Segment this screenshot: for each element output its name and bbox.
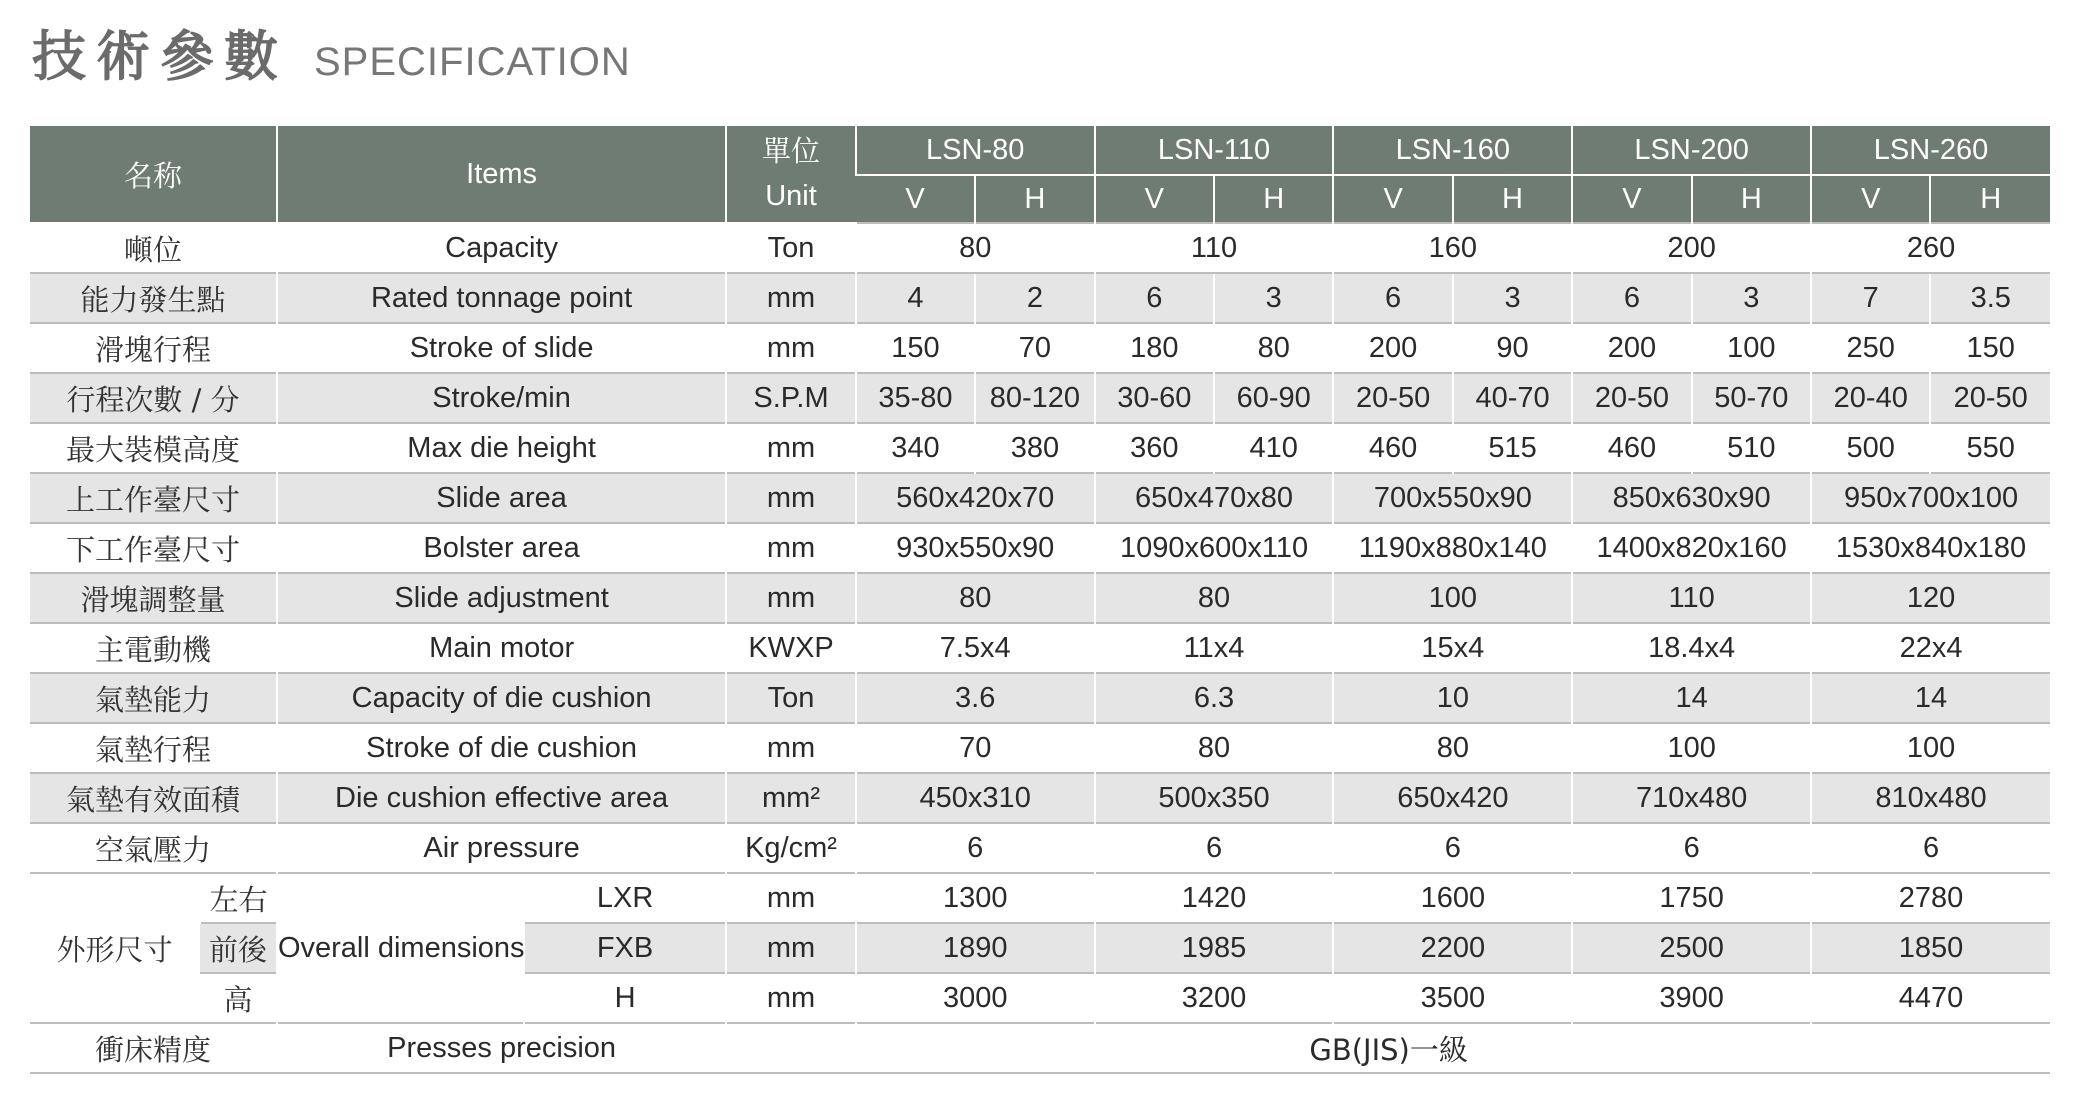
cell-value: 15x4	[1333, 623, 1572, 673]
table-header	[30, 126, 2050, 223]
row-unit: mm	[726, 423, 856, 473]
header-h: H	[1453, 175, 1572, 223]
cell-value: 460	[1572, 423, 1691, 473]
cell-value: 150	[1930, 323, 2050, 373]
row-die-cushion-area	[30, 773, 2050, 823]
cell-value: 700x550x90	[1333, 473, 1572, 523]
cell-value: 930x550x90	[856, 523, 1095, 573]
row-bolster-area	[30, 523, 2050, 573]
cell-value: 250	[1811, 323, 1930, 373]
row-unit: mm	[726, 723, 856, 773]
header-h: H	[1692, 175, 1811, 223]
cell-value: 80	[856, 573, 1095, 623]
cell-value: 650x470x80	[1095, 473, 1334, 523]
row-unit: Kg/cm²	[726, 823, 856, 873]
row-label-zh: 噸位	[30, 223, 277, 273]
row-stroke-of-slide	[30, 323, 2050, 373]
cell-value: 110	[1095, 223, 1334, 273]
row-label-zh: 上工作臺尺寸	[30, 473, 277, 523]
dimension-code: H	[524, 973, 726, 1023]
row-label-en: Max die height	[277, 423, 726, 473]
header-model: LSN-200	[1572, 126, 1811, 175]
cell-value: 30-60	[1095, 373, 1214, 423]
cell-value: 260	[1811, 223, 2050, 273]
cell-value: 80-120	[975, 373, 1094, 423]
row-rated-tonnage	[30, 273, 2050, 323]
cell-value: 70	[856, 723, 1095, 773]
specification-table	[30, 126, 2050, 1074]
cell-value: 2	[975, 273, 1094, 323]
row-label-en: Stroke/min	[277, 373, 726, 423]
row-capacity	[30, 223, 2050, 273]
cell-value: 3200	[1095, 973, 1334, 1023]
row-label-zh: 空氣壓力	[30, 823, 277, 873]
cell-value: 3500	[1333, 973, 1572, 1023]
cell-value: 80	[1095, 573, 1334, 623]
cell-value: 7.5x4	[856, 623, 1095, 673]
cell-value: 1985	[1095, 923, 1334, 973]
cell-value: 710x480	[1572, 773, 1811, 823]
cell-value: 560x420x70	[856, 473, 1095, 523]
row-label-zh: 能力發生點	[30, 273, 277, 323]
cell-value: 3.5	[1930, 273, 2050, 323]
cell-value: 3.6	[856, 673, 1095, 723]
cell-value: 180	[1095, 323, 1214, 373]
cell-value: 500x350	[1095, 773, 1334, 823]
cell-value: 7	[1811, 273, 1930, 323]
cell-value: 80	[856, 223, 1095, 273]
header-items: Items	[277, 126, 726, 223]
header-unit	[726, 126, 856, 223]
row-unit: mm	[726, 273, 856, 323]
cell-value: 4	[856, 273, 975, 323]
cell-value: 6	[1333, 273, 1452, 323]
row-label-en: Bolster area	[277, 523, 726, 573]
cell-value: 80	[1214, 323, 1333, 373]
row-label-zh: 最大裝模高度	[30, 423, 277, 473]
header-model: LSN-260	[1811, 126, 2050, 175]
cell-value: 200	[1572, 323, 1691, 373]
heading-chinese: 技術參數	[32, 25, 288, 88]
cell-value: 6	[1333, 823, 1572, 873]
dimensions-label-zh: 外形尺寸	[30, 873, 200, 1023]
row-label-zh: 行程次數 / 分	[30, 373, 277, 423]
cell-value: 35-80	[856, 373, 975, 423]
cell-value: 20-50	[1572, 373, 1691, 423]
cell-value: 450x310	[856, 773, 1095, 823]
row-unit: mm	[726, 973, 856, 1023]
header-model: LSN-160	[1333, 126, 1572, 175]
cell-value: 14	[1811, 673, 2050, 723]
cell-value: 70	[975, 323, 1094, 373]
row-label-en: Stroke of slide	[277, 323, 726, 373]
row-max-die-height	[30, 423, 2050, 473]
row-label-zh: 下工作臺尺寸	[30, 523, 277, 573]
precision-value: GB(JIS)一級	[726, 1023, 2050, 1073]
cell-value: 2780	[1811, 873, 2050, 923]
cell-value: 1850	[1811, 923, 2050, 973]
row-label-zh: 主電動機	[30, 623, 277, 673]
heading-english: SPECIFICATION	[314, 40, 631, 84]
row-unit: mm	[726, 523, 856, 573]
row-label-en: Stroke of die cushion	[277, 723, 726, 773]
cell-value: 200	[1572, 223, 1811, 273]
row-press-precision	[30, 1023, 2050, 1073]
cell-value: 1750	[1572, 873, 1811, 923]
row-label-zh: 氣墊能力	[30, 673, 277, 723]
cell-value: 90	[1453, 323, 1572, 373]
header-h: H	[1214, 175, 1333, 223]
cell-value: 1420	[1095, 873, 1334, 923]
header-unit-en: Unit	[765, 180, 817, 212]
row-label-zh: 滑塊調整量	[30, 573, 277, 623]
cell-value: 40-70	[1453, 373, 1572, 423]
cell-value: 510	[1692, 423, 1811, 473]
row-unit: mm	[726, 473, 856, 523]
page-heading	[32, 14, 631, 91]
cell-value: 850x630x90	[1572, 473, 1811, 523]
dimension-sub-zh: 高	[200, 973, 277, 1023]
cell-value: 1400x820x160	[1572, 523, 1811, 573]
row-die-cushion-stroke	[30, 723, 2050, 773]
row-slide-area	[30, 473, 2050, 523]
row-unit: KWXP	[726, 623, 856, 673]
header-v: V	[1333, 175, 1452, 223]
cell-value: 1300	[856, 873, 1095, 923]
dimension-code: LXR	[524, 873, 726, 923]
cell-value: 11x4	[1095, 623, 1334, 673]
row-label-en: Presses precision	[277, 1023, 726, 1073]
row-slide-adjustment	[30, 573, 2050, 623]
cell-value: 150	[856, 323, 975, 373]
cell-value: 3	[1453, 273, 1572, 323]
dimensions-label-en: Overall dimensions	[277, 873, 524, 1023]
row-unit: Ton	[726, 673, 856, 723]
row-label-zh: 滑塊行程	[30, 323, 277, 373]
header-unit-zh: 單位	[762, 136, 821, 168]
row-label-en: Air pressure	[277, 823, 726, 873]
row-unit: mm	[726, 323, 856, 373]
header-h: H	[1930, 175, 2050, 223]
cell-value: 6	[1572, 823, 1811, 873]
row-label-en: Die cushion effective area	[277, 773, 726, 823]
cell-value: 80	[1095, 723, 1334, 773]
row-unit: mm	[726, 873, 856, 923]
header-model: LSN-110	[1095, 126, 1334, 175]
cell-value: 3	[1692, 273, 1811, 323]
cell-value: 14	[1572, 673, 1811, 723]
cell-value: 100	[1692, 323, 1811, 373]
row-unit: Ton	[726, 223, 856, 273]
cell-value: 460	[1333, 423, 1452, 473]
cell-value: 60-90	[1214, 373, 1333, 423]
cell-value: 22x4	[1811, 623, 2050, 673]
row-unit: mm²	[726, 773, 856, 823]
cell-value: 6	[1811, 823, 2050, 873]
cell-value: 360	[1095, 423, 1214, 473]
cell-value: 3	[1214, 273, 1333, 323]
cell-value: 100	[1811, 723, 2050, 773]
cell-value: 6	[1095, 273, 1214, 323]
cell-value: 950x700x100	[1811, 473, 2050, 523]
cell-value: 6	[1095, 823, 1334, 873]
header-name: 名称	[30, 126, 277, 223]
dimension-sub-zh: 前後	[200, 923, 277, 973]
cell-value: 200	[1333, 323, 1452, 373]
cell-value: 2200	[1333, 923, 1572, 973]
header-v: V	[1572, 175, 1691, 223]
header-v: V	[856, 175, 975, 223]
dimension-sub-zh: 左右	[200, 873, 277, 923]
cell-value: 18.4x4	[1572, 623, 1811, 673]
header-h: H	[975, 175, 1094, 223]
cell-value: 410	[1214, 423, 1333, 473]
cell-value: 4470	[1811, 973, 2050, 1023]
dimension-code: FXB	[524, 923, 726, 973]
cell-value: 1090x600x110	[1095, 523, 1334, 573]
row-strokes-per-min	[30, 373, 2050, 423]
row-dimension-lr	[30, 873, 2050, 923]
cell-value: 2500	[1572, 923, 1811, 973]
cell-value: 110	[1572, 573, 1811, 623]
row-main-motor	[30, 623, 2050, 673]
cell-value: 3900	[1572, 973, 1811, 1023]
cell-value: 515	[1453, 423, 1572, 473]
cell-value: 20-40	[1811, 373, 1930, 423]
cell-value: 6	[856, 823, 1095, 873]
row-label-zh: 氣墊行程	[30, 723, 277, 773]
row-label-zh: 衝床精度	[30, 1023, 277, 1073]
cell-value: 1600	[1333, 873, 1572, 923]
cell-value: 20-50	[1333, 373, 1452, 423]
row-label-en: Capacity of die cushion	[277, 673, 726, 723]
cell-value: 160	[1333, 223, 1572, 273]
cell-value: 6	[1572, 273, 1691, 323]
cell-value: 380	[975, 423, 1094, 473]
row-label-en: Slide adjustment	[277, 573, 726, 623]
cell-value: 500	[1811, 423, 1930, 473]
cell-value: 100	[1333, 573, 1572, 623]
cell-value: 1530x840x180	[1811, 523, 2050, 573]
cell-value: 810x480	[1811, 773, 2050, 823]
cell-value: 1890	[856, 923, 1095, 973]
cell-value: 1190x880x140	[1333, 523, 1572, 573]
row-unit: mm	[726, 573, 856, 623]
cell-value: 120	[1811, 573, 2050, 623]
row-unit: S.P.M	[726, 373, 856, 423]
row-label-en: Capacity	[277, 223, 726, 273]
header-v: V	[1811, 175, 1930, 223]
cell-value: 100	[1572, 723, 1811, 773]
cell-value: 80	[1333, 723, 1572, 773]
row-die-cushion-capacity	[30, 673, 2050, 723]
row-label-en: Slide area	[277, 473, 726, 523]
cell-value: 20-50	[1930, 373, 2050, 423]
row-label-en: Main motor	[277, 623, 726, 673]
row-unit: mm	[726, 923, 856, 973]
header-model: LSN-80	[856, 126, 1095, 175]
cell-value: 10	[1333, 673, 1572, 723]
cell-value: 340	[856, 423, 975, 473]
cell-value: 650x420	[1333, 773, 1572, 823]
row-label-en: Rated tonnage point	[277, 273, 726, 323]
cell-value: 50-70	[1692, 373, 1811, 423]
cell-value: 3000	[856, 973, 1095, 1023]
row-label-zh: 氣墊有效面積	[30, 773, 277, 823]
row-air-pressure	[30, 823, 2050, 873]
header-v: V	[1095, 175, 1214, 223]
cell-value: 6.3	[1095, 673, 1334, 723]
cell-value: 550	[1930, 423, 2050, 473]
